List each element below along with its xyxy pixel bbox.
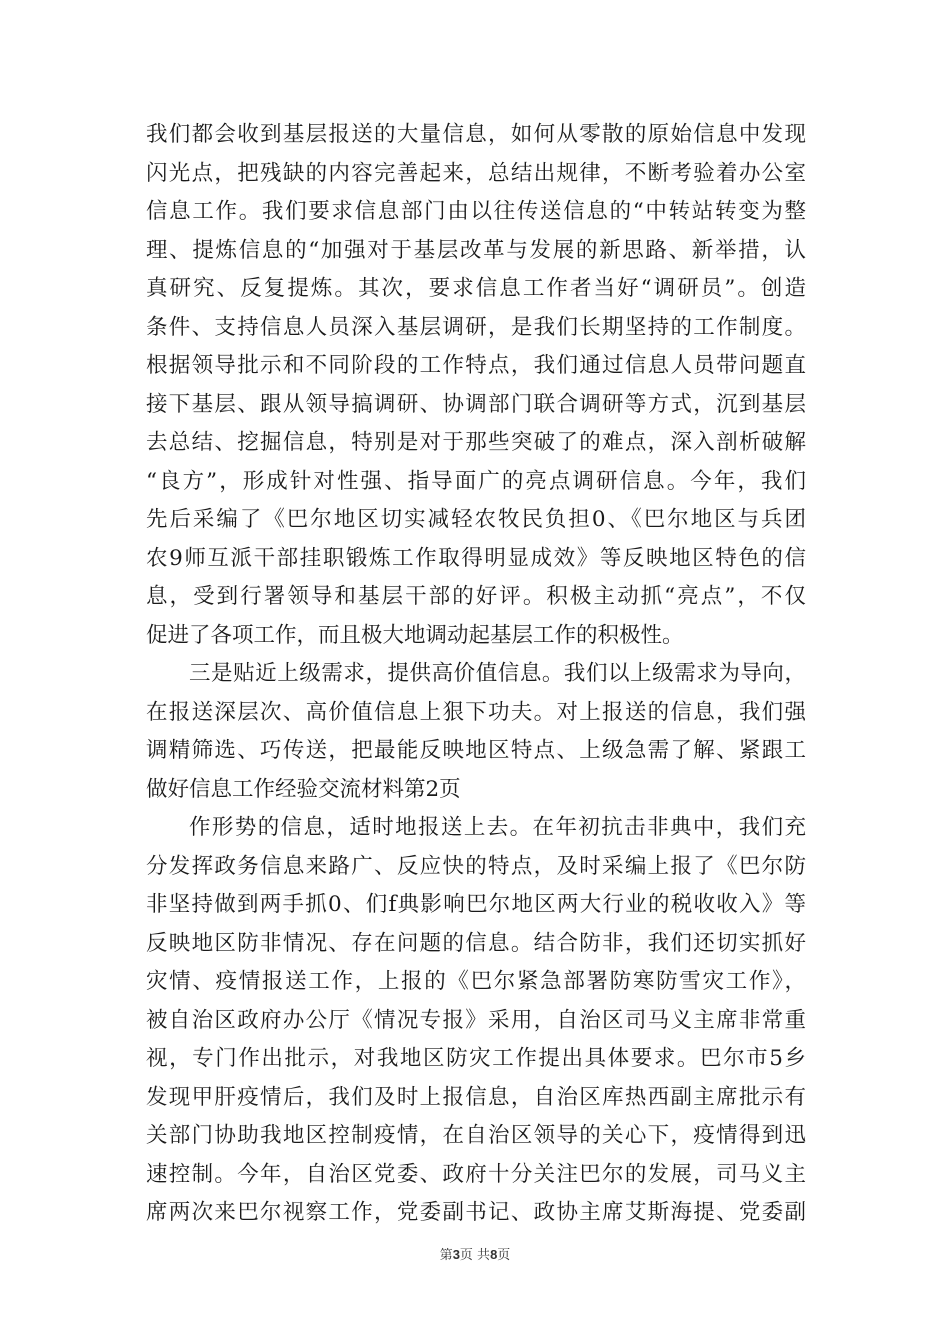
text-line-24: 被自治区政府办公厅《情况专报》采用，自治区司马义主席非常重 [146, 1007, 806, 1033]
text-line-22: 反映地区防非情况、存在问题的信息。结合防非，我们还切实抓好 [146, 930, 806, 956]
text-line-18: 做好信息工作经验交流材料第2页 [146, 776, 461, 802]
total-pages-number: 8 [490, 1247, 498, 1262]
text-line-10: “良方”，形成针对性强、指导面广的亮点调研信息。今年，我们 [146, 468, 806, 494]
text-line-5: 真研究、反复提炼。其次，要求信息工作者当好“调研员”。创造 [146, 276, 806, 301]
page-footer [0, 1244, 950, 1263]
text-line-2: 闪光点，把残缺的内容完善起来，总结出规律，不断考验着办公室 [146, 160, 806, 186]
text-line-12: 农9师互派干部挂职锻炼工作取得明显成效》等反映地区特色的信 [146, 545, 806, 571]
text-line-6: 条件、支持信息人员深入基层调研，是我们长期坚持的工作制度。 [146, 314, 806, 340]
text-line-17: 调精筛选、巧传送，把最能反映地区特点、上级急需了解、紧跟工 [146, 738, 806, 763]
text-line-26: 发现甲肝疫情后，我们及时上报信息，自治区库热西副主席批示有 [146, 1084, 806, 1110]
text-line-25: 视，专门作出批示，对我地区防灾工作提出具体要求。巴尔市5乡 [146, 1046, 806, 1071]
text-line-20: 分发挥政务信息来路广、反应快的特点，及时采编上报了《巴尔防 [146, 853, 806, 879]
footer-middle: 页 共 [459, 1248, 491, 1263]
text-line-19: 作形势的信息，适时地报送上去。在年初抗击非典中，我们充 [189, 815, 806, 840]
body-text [146, 116, 806, 1233]
text-line-13: 息，受到行署领导和基层干部的好评。积极主动抓“亮点”，不仅 [146, 584, 806, 609]
text-line-21: 非坚持做到两手抓0、们f典影响巴尔地区两大行业的税收收入》等 [146, 892, 806, 917]
text-line-29: 席两次来巴尔视察工作，党委副书记、政协主席艾斯海提、党委副 [146, 1200, 806, 1225]
text-line-7: 根据领导批示和不同阶段的工作特点，我们通过信息人员带问题直 [146, 353, 806, 378]
text-line-11: 先后采编了《巴尔地区切实减轻农牧民负担0、《巴尔地区与兵团 [146, 507, 806, 532]
text-line-27: 关部门协助我地区控制疫情，在自治区领导的关心下，疫情得到迅 [146, 1123, 806, 1148]
footer-prefix: 第 [439, 1248, 453, 1263]
text-line-15: 三是贴近上级需求，提供高价值信息。我们以上级需求为导向， [189, 661, 806, 686]
text-line-8: 接下基层、跟从领导搞调研、协调部门联合调研等方式，沉到基层 [146, 391, 806, 417]
text-line-14: 促进了各项工作，而且极大地调动起基层工作的积极性。 [146, 622, 684, 648]
text-line-16: 在报送深层次、高价值信息上狠下功夫。对上报送的信息，我们强 [146, 699, 806, 725]
text-line-9: 去总结、挖掘信息，特别是对于那些突破了的难点，深入剖析破解 [146, 430, 806, 455]
text-line-23: 灾情、疫情报送工作，上报的《巴尔紧急部署防寒防雪灾工作》， [146, 969, 806, 994]
current-page-number: 3 [452, 1247, 460, 1262]
footer-suffix: 页 [497, 1248, 511, 1263]
text-line-3: 信息工作。我们要求信息部门由以往传送信息的“中转站转变为整 [146, 199, 806, 224]
text-line-4: 理、提炼信息的“加强对于基层改革与发展的新思路、新举措，认 [146, 237, 806, 263]
text-line-28: 速控制。今年，自治区党委、政府十分关注巴尔的发展，司马义主 [146, 1161, 806, 1187]
text-line-1: 我们都会收到基层报送的大量信息，如何从零散的原始信息中发现 [146, 122, 806, 147]
